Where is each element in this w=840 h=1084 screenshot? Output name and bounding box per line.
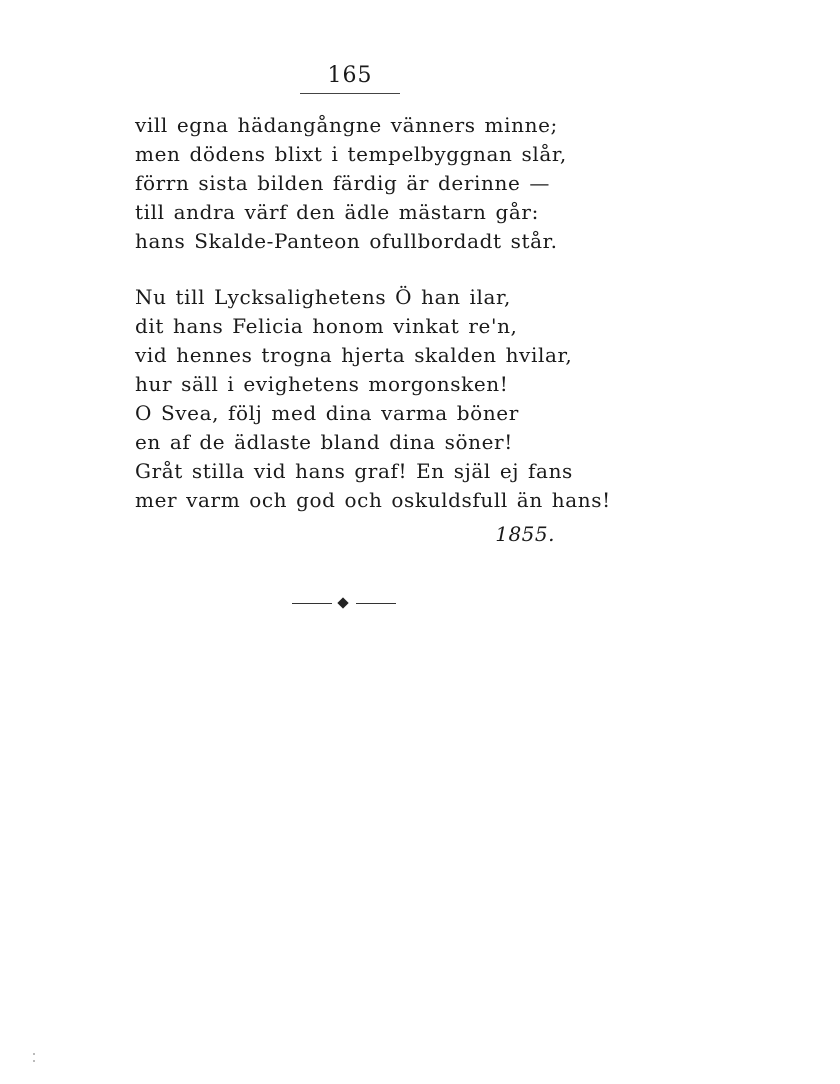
poem-line: Gråt stilla vid hans graf! En själ ej fans	[135, 459, 573, 483]
stanza-1	[135, 111, 595, 256]
ornament-icon	[292, 596, 396, 610]
poem-line: en af de ädlaste bland dina söner!	[135, 430, 513, 454]
stanza-2	[135, 283, 611, 515]
poem-line: förrn sista bilden färdig är derinne —	[135, 171, 550, 195]
diamond-icon	[337, 597, 348, 608]
scan-speck	[33, 1053, 35, 1055]
poem-line: men dödens blixt i tempelbyggnan slår,	[135, 142, 567, 166]
poem-line: O Svea, följ med dina varma böner	[135, 401, 519, 425]
poem-line: till andra värf den ädle mästarn går:	[135, 200, 539, 224]
poem-line: mer varm och god och oskuldsfull än hans!	[135, 488, 611, 512]
poem-line: vid hennes trogna hjerta skalden hvilar,	[135, 343, 573, 367]
scan-speck	[33, 1060, 35, 1062]
poem-date: 1855.	[495, 522, 555, 546]
poem-line: dit hans Felicia honom vinkat re'n,	[135, 314, 518, 338]
poem-line: hur säll i evighetens morgonsken!	[135, 372, 509, 396]
poem-line: hans Skalde-Panteon ofullbordadt står.	[135, 229, 558, 253]
ornament-rule-left	[292, 603, 332, 604]
poem-line: Nu till Lycksalighetens Ö han ilar,	[135, 285, 511, 309]
poem-line: vill egna hädangångne vänners minne;	[135, 113, 558, 137]
header-rule	[300, 93, 400, 94]
page-number: 165	[327, 63, 373, 88]
ornament-rule-right	[356, 603, 396, 604]
